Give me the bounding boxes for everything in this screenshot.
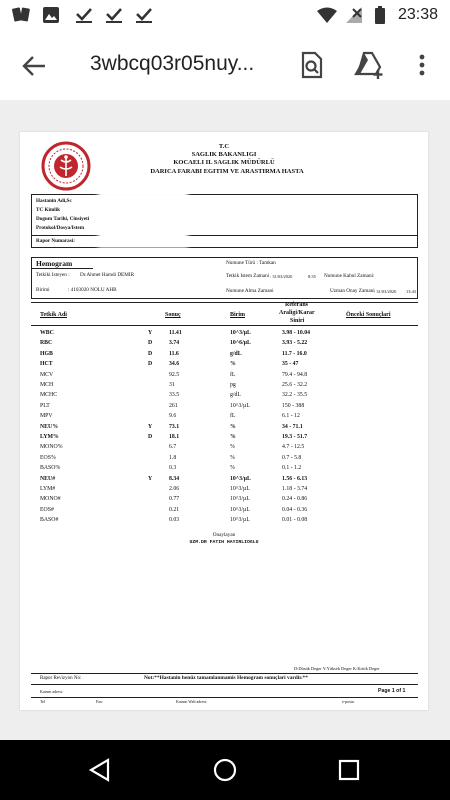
report-number-label: Rapor Numarasi: bbox=[36, 238, 75, 244]
table-row bbox=[20, 412, 428, 423]
result-cell: 31 bbox=[169, 382, 175, 388]
table-row bbox=[20, 475, 428, 486]
result-cell: 92.5 bbox=[169, 371, 180, 378]
unit-cell: % bbox=[230, 423, 236, 430]
result-cell: 18.1 bbox=[169, 434, 180, 440]
unit-cell: % bbox=[230, 465, 235, 472]
table-row bbox=[20, 423, 428, 434]
status-time: 23:38 bbox=[397, 6, 438, 23]
table-row bbox=[20, 506, 428, 517]
table-row bbox=[20, 516, 428, 527]
result-cell: 33.5 bbox=[169, 392, 180, 399]
phone-label: Tel bbox=[40, 699, 46, 704]
test-name-cell: NEU# bbox=[40, 475, 56, 482]
unit-cell: % bbox=[230, 361, 236, 368]
test-name-cell: MCV bbox=[40, 371, 54, 378]
col-unit: Birim bbox=[230, 312, 245, 318]
result-cell: 73.1 bbox=[169, 423, 180, 430]
document-title: 3wbcq03r05nuy... bbox=[90, 52, 255, 75]
table-row bbox=[20, 350, 428, 361]
result-cell: 2.06 bbox=[169, 486, 180, 492]
reference-cell: 79.4 - 94.8 bbox=[282, 371, 308, 378]
test-name-cell: MCH bbox=[40, 382, 54, 388]
reference-cell: 11.7 - 16.0 bbox=[282, 350, 307, 357]
reference-cell: 32.2 - 35.5 bbox=[282, 392, 308, 399]
col-test-name: Tetkik Adi bbox=[40, 312, 67, 318]
test-name-cell: MONO% bbox=[40, 444, 63, 451]
unit-cell: 10^3/µL bbox=[230, 402, 250, 409]
pdf-viewer[interactable] bbox=[0, 100, 450, 740]
footer-line bbox=[31, 673, 418, 674]
test-name-cell: BASO# bbox=[40, 517, 59, 524]
test-name-cell: RBC bbox=[40, 340, 53, 347]
reference-cell: 4.7 - 12.5 bbox=[282, 444, 305, 451]
redaction-blur bbox=[98, 190, 188, 248]
protocol-label: Protokol/Dosya/Istem bbox=[36, 225, 85, 231]
flag-cell: D bbox=[148, 350, 153, 357]
document-page bbox=[20, 132, 428, 710]
nav-recents-icon[interactable] bbox=[338, 759, 360, 781]
header-tc: T.C bbox=[218, 143, 230, 150]
birth-gender-label: Dogum Tarihi, Cinsiyeti bbox=[36, 216, 90, 222]
footer-note: Not:**Hastanin henüz tamamlanmamis Hemogram sonuçlari vardir.** bbox=[144, 675, 308, 681]
unit-cell: fL bbox=[230, 413, 236, 420]
flag-cell: Y bbox=[148, 423, 153, 430]
table-header-line bbox=[31, 325, 418, 326]
navigation-bar bbox=[0, 740, 450, 800]
divider bbox=[31, 268, 93, 269]
flag-cell: D bbox=[148, 434, 153, 440]
sample-time-label: Numune Alma Zamani bbox=[226, 288, 274, 294]
reference-cell: 35 - 47 bbox=[282, 361, 299, 368]
unit-cell: g/dL bbox=[230, 392, 241, 399]
battery-icon bbox=[374, 6, 386, 24]
unit-cell: 10^3/µL bbox=[230, 517, 250, 524]
approval-time: : 31/03/2020 bbox=[374, 289, 397, 294]
test-name-cell: LYM# bbox=[40, 486, 56, 492]
result-cell: 0.3 bbox=[169, 465, 177, 472]
nav-home-icon[interactable] bbox=[213, 758, 237, 782]
header-hospital: DARICA FARABI EGITIM VE ARASTIRMA HASTA bbox=[150, 168, 304, 175]
table-row bbox=[20, 371, 428, 382]
flag-legend: D:Düsük Deger Y:Yüksek Deger K:Kritik Deger bbox=[294, 666, 380, 671]
test-name-cell: EOS% bbox=[40, 454, 56, 461]
test-name-cell: PLT bbox=[40, 402, 50, 409]
test-name-cell: HCT bbox=[40, 361, 53, 368]
web-label: Kurum Web adresi: bbox=[176, 699, 208, 704]
unit-cell: 10^3/µL bbox=[230, 496, 250, 503]
flag-cell: D bbox=[148, 361, 153, 368]
result-cell: 0.03 bbox=[169, 517, 180, 524]
result-cell: 0.21 bbox=[169, 506, 180, 513]
cards-icon bbox=[12, 6, 32, 24]
col-previous: Önceki Sonuçlari bbox=[346, 312, 391, 318]
table-row bbox=[20, 433, 428, 444]
col-reference-3: Siniri bbox=[290, 318, 305, 324]
result-cell: 9.6 bbox=[169, 413, 177, 420]
result-cell: 8.34 bbox=[169, 475, 180, 482]
check-icon bbox=[134, 6, 154, 24]
search-document-icon[interactable] bbox=[296, 50, 326, 80]
unit-cell: 10^6/µL bbox=[230, 340, 251, 347]
unit-cell: % bbox=[230, 444, 235, 451]
check-icon bbox=[74, 6, 94, 24]
wifi-icon bbox=[316, 6, 338, 24]
reference-cell: 3.98 - 10.04 bbox=[282, 330, 311, 336]
nav-back-icon[interactable] bbox=[88, 758, 112, 782]
reference-cell: 34 - 71.1 bbox=[282, 423, 303, 430]
test-name-cell: MPV bbox=[40, 413, 53, 420]
divider bbox=[31, 235, 418, 236]
unit-cell: 10^3/µL bbox=[230, 475, 251, 482]
table-row bbox=[20, 454, 428, 465]
patient-name-label: Hastanin Adi,Sc bbox=[36, 198, 72, 204]
test-title: Hemogram bbox=[36, 259, 73, 268]
result-cell: 6.7 bbox=[169, 444, 177, 451]
table-row bbox=[20, 339, 428, 350]
email-label: e-posta: bbox=[342, 699, 355, 704]
sample-type: Numune Türü : Tamkan bbox=[226, 260, 276, 266]
result-cell: 0.77 bbox=[169, 496, 180, 503]
revision-label: Rapor Revizyon No: bbox=[40, 676, 82, 681]
address-label: Kurum adresi: bbox=[40, 689, 63, 694]
app-bar bbox=[0, 30, 450, 101]
table-row bbox=[20, 443, 428, 454]
back-arrow-icon[interactable] bbox=[20, 52, 48, 80]
reference-cell: 19.3 - 51.7 bbox=[282, 434, 308, 440]
tc-id-label: TC Kimlik bbox=[36, 207, 61, 213]
result-cell: 261 bbox=[169, 402, 178, 409]
unit-label: Birimi bbox=[36, 287, 50, 293]
reference-cell: 6.1 - 12 bbox=[282, 413, 300, 420]
unit-cell: fL bbox=[230, 371, 236, 378]
unit-cell: % bbox=[230, 434, 236, 440]
table-row bbox=[20, 329, 428, 340]
col-reference-1: Referans bbox=[285, 302, 308, 308]
drive-add-icon[interactable] bbox=[354, 50, 384, 80]
fax-label: Fax: bbox=[96, 699, 104, 704]
test-name-cell: MCHC bbox=[40, 392, 58, 399]
result-cell: 34.6 bbox=[169, 361, 180, 368]
reference-cell: 25.6 - 32.2 bbox=[282, 382, 308, 388]
flag-cell: Y bbox=[148, 475, 153, 482]
requester-name: Dr.Ahmet Hamdi DEMIR bbox=[80, 272, 135, 278]
reference-cell: 0.1 - 1.2 bbox=[282, 465, 302, 472]
reference-cell: 3.93 - 5.22 bbox=[282, 340, 308, 347]
reference-cell: 0.01 - 0.08 bbox=[282, 517, 308, 524]
reference-cell: 1.56 - 6.13 bbox=[282, 475, 308, 482]
header-ministry: SAGLIK BAKANLIGI bbox=[191, 151, 257, 158]
result-cell: 11.41 bbox=[169, 330, 182, 336]
table-row bbox=[20, 391, 428, 402]
flag-cell: D bbox=[148, 340, 153, 347]
test-name-cell: NEU% bbox=[40, 423, 59, 430]
unit-cell: 10^3/µL bbox=[230, 330, 251, 336]
accept-time-label: Numune Kabul Zamani: bbox=[324, 273, 375, 279]
table-row bbox=[20, 381, 428, 392]
col-result: Sonuç bbox=[165, 312, 181, 318]
page-number: Page 1 of 1 bbox=[378, 688, 406, 694]
approval-label: Onaylayan bbox=[212, 532, 236, 538]
reference-cell: 0.24 - 0.86 bbox=[282, 496, 308, 503]
more-vert-icon[interactable] bbox=[414, 50, 430, 80]
table-top-line bbox=[31, 302, 418, 303]
requester-label: Tetkiki Isteyen : bbox=[36, 272, 70, 278]
request-time: : 31/03/2020 bbox=[270, 274, 293, 279]
reference-cell: 0.04 - 0.36 bbox=[282, 506, 308, 513]
table-row bbox=[20, 495, 428, 506]
flag-cell: Y bbox=[148, 330, 153, 336]
image-icon bbox=[42, 6, 60, 24]
approval-time-hour: 13:43 bbox=[406, 289, 417, 294]
footer-line bbox=[31, 684, 418, 685]
test-name-cell: EOS# bbox=[40, 506, 54, 513]
reference-cell: 1.18 - 3.74 bbox=[282, 486, 308, 492]
test-name-cell: WBC bbox=[40, 330, 54, 336]
col-reference-2: Araligi/Karar bbox=[279, 310, 315, 316]
approval-name: UZM.DR FATIH HAYIRLIOGLU bbox=[189, 540, 259, 545]
result-cell: 11.6 bbox=[169, 350, 179, 357]
request-time-label: Tetkik Istem Zamani bbox=[226, 273, 270, 279]
table-row bbox=[20, 485, 428, 496]
footer-line bbox=[31, 697, 418, 698]
reference-cell: 0.7 - 5.8 bbox=[282, 454, 302, 461]
test-name-cell: LYM% bbox=[40, 434, 59, 440]
reference-cell: 150 - 388 bbox=[282, 402, 305, 409]
request-time-hour: 8:35 bbox=[308, 274, 316, 279]
unit-cell: pg bbox=[230, 382, 236, 388]
test-name-cell: MONO# bbox=[40, 496, 61, 503]
result-cell: 3.74 bbox=[169, 340, 180, 347]
unit-cell: g/dL bbox=[230, 350, 242, 357]
no-signal-icon bbox=[344, 6, 364, 24]
unit-cell: % bbox=[230, 454, 235, 461]
unit-value: : 4103020 NOLU AHB bbox=[68, 287, 117, 293]
header-directorate: KOCAELI IL SAGLIK MÜDÜRLÜ bbox=[173, 159, 275, 166]
table-row bbox=[20, 402, 428, 413]
test-name-cell: HGB bbox=[40, 350, 53, 357]
test-name-cell: BASO% bbox=[40, 465, 61, 472]
result-cell: 1.8 bbox=[169, 454, 177, 461]
table-row bbox=[20, 360, 428, 371]
status-bar bbox=[0, 0, 450, 30]
approval-time-label: Uzman Onay Zamani bbox=[330, 288, 375, 294]
unit-cell: 10^3/µL bbox=[230, 506, 250, 513]
check-icon bbox=[104, 6, 124, 24]
unit-cell: 10^3/µL bbox=[230, 486, 250, 492]
table-row bbox=[20, 464, 428, 475]
